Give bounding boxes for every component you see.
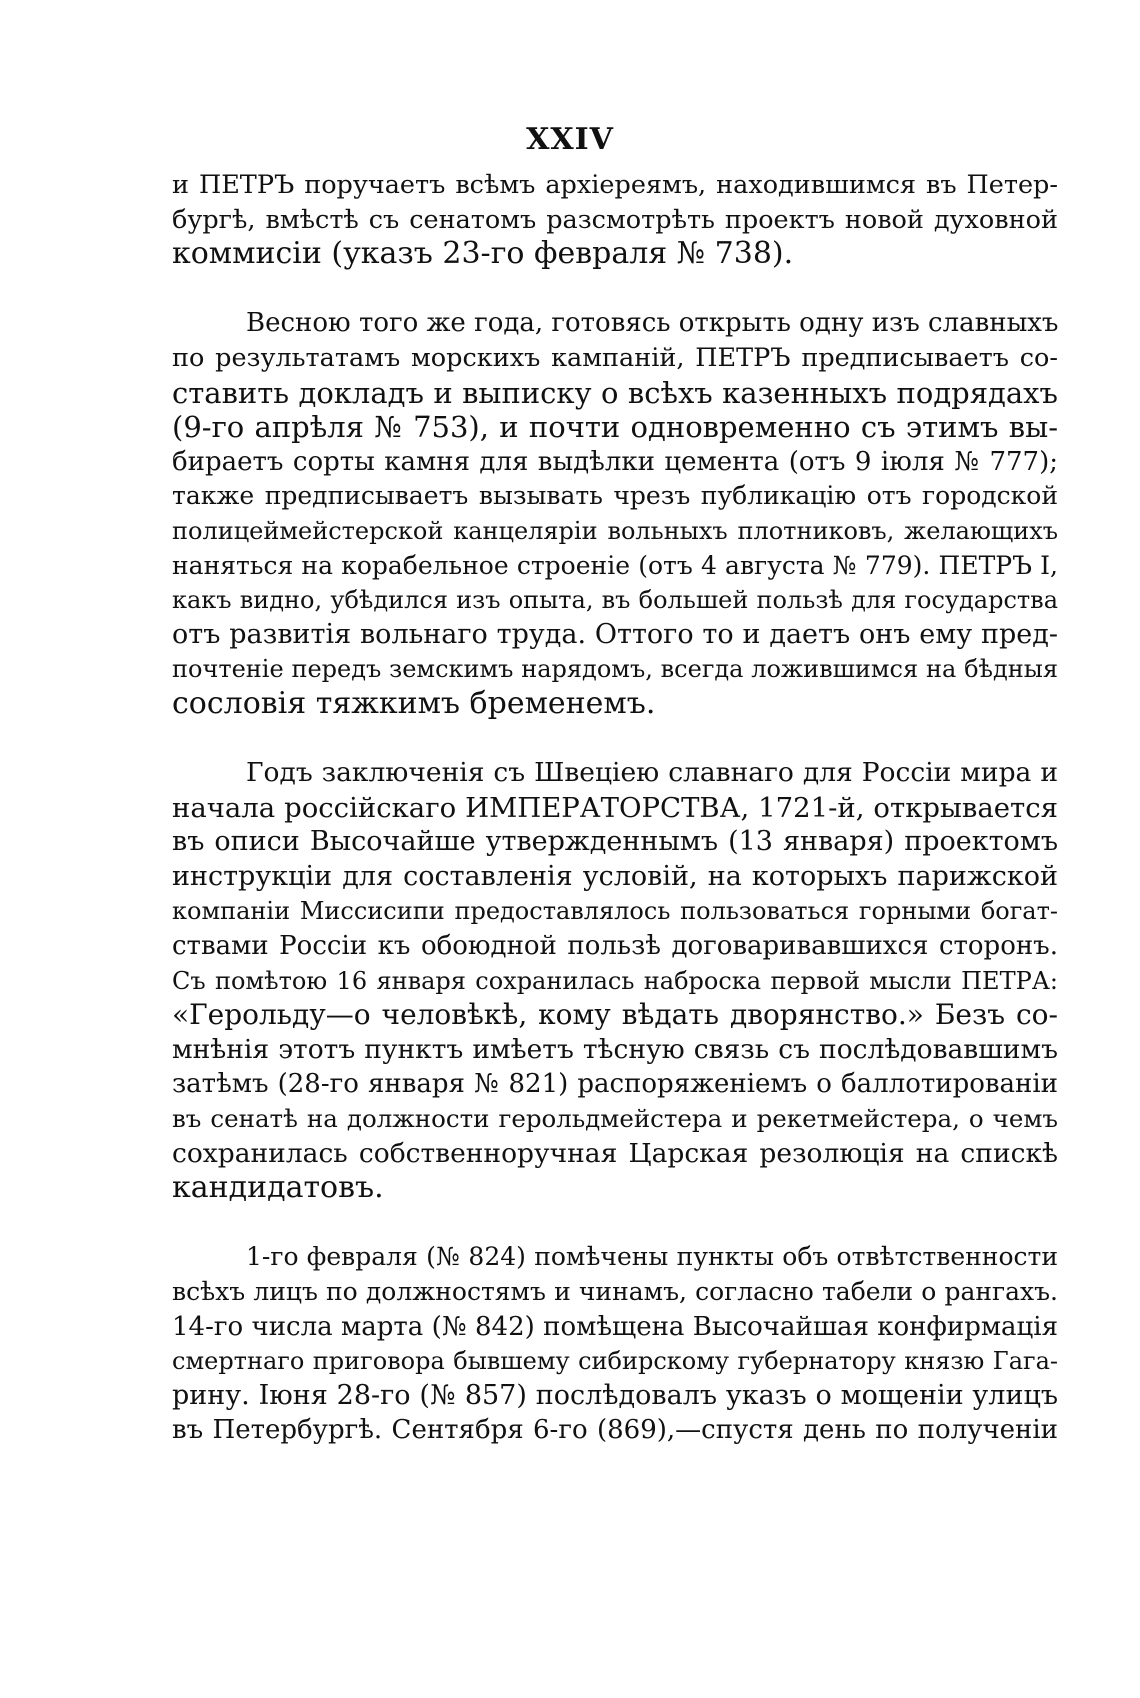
text-line: Годъ заключенія съ Швеціею славнаго для Россіи мира и [246,757,1058,789]
text-line: въ Петербургѣ. Сентября 6-го (869),—спустя день по полученіи [172,1415,1058,1446]
text-line: въ сенатѣ на должности герольдмейстера и рекетмейстера, о чемъ [172,1104,1058,1134]
text-line: Съ помѣтою 16 января сохранилась наброска первой мысли ПЕТРА: [172,966,1058,995]
paragraph-1 [172,168,1058,272]
paragraph-3 [172,756,1058,1206]
text-line: смертнаго приговора бывшему сибирскому губернатору князю Гага- [172,1347,1058,1376]
text-line: начала россійскаго ИМПЕРАТОРСТВА, 1721-й, открывается [172,791,1058,824]
text-line: затѣмъ (28-го января № 821) распоряженіемъ о баллотированіи [172,1069,1058,1100]
text-line: мнѣнія этотъ пунктъ имѣетъ тѣсную связь съ послѣдовавшимъ [172,1033,1058,1065]
text-line: сохранилась собственноручная Царская резолюція на спискѣ [172,1137,1058,1169]
text-line: какъ видно, убѣдился изъ опыта, въ большей пользѣ для государства [172,586,1058,615]
text-line: по результатамъ морскихъ кампаній, ПЕТРЪ предписываетъ со- [172,342,1058,373]
text-line: ставить докладъ и выписку о всѣхъ казенныхъ подрядахъ [172,375,1058,410]
text-line: ствами Россіи къ обоюдной пользѣ договаривавшихся сторонъ. [172,931,1058,962]
body-text [172,168,1058,1448]
text-line: 1-го февраля (№ 824) помѣчены пункты объ отвѣтственности [246,1242,1058,1272]
paragraph-4 [172,1240,1058,1448]
text-line: почтеніе передъ земскимъ нарядомъ, всегда ложившимся на бѣдныя [172,655,1058,684]
text-line: коммисіи (указъ 23-го февраля № 738). [172,236,794,272]
text-line: наняться на корабельное строеніе (отъ 4 августа № 779). ПЕТРЪ I, [172,550,1058,580]
text-line: въ описи Высочайше утвержденнымъ (13 января) проектомъ [172,826,1058,858]
text-line: бираетъ сорты камня для выдѣлки цемента (отъ 9 іюля № 777); [172,446,1058,477]
text-line: и ПЕТРЪ поручаетъ всѣмъ архіереямъ, находившимся въ Петер- [172,170,1058,200]
text-line: сословія тяжкимъ бременемъ. [172,685,656,721]
paragraph-2 [172,306,1058,721]
text-line: Весною того же года, готовясь открыть одну изъ славныхъ [246,308,1059,339]
text-line: инструкціи для составленія условій, на которыхъ парижской [172,860,1058,892]
text-line: 14-го числа марта (№ 842) помѣщена Высочайшая конфирмація [172,1311,1058,1342]
text-line: всѣхъ лицъ по должностямъ и чинамъ, согласно табели о рангахъ. [172,1277,1058,1306]
text-line: отъ развитія вольнаго труда. Оттого то и даетъ онъ ему пред- [172,618,1058,650]
text-line: бургѣ, вмѣстѣ съ сенатомъ разсмотрѣть проектъ новой духовной [172,204,1058,235]
text-line: также предписываетъ вызывать чрезъ публикацію отъ городской [172,481,1058,511]
text-line: полицеймейстерской канцеляріи вольныхъ плотниковъ, желающихъ [172,516,1058,545]
page-number: XXIV [526,122,614,157]
text-line: кандидатовъ. [172,1170,384,1206]
text-line: рину. Іюня 28-го (№ 857) послѣдовалъ указъ о мощеніи улицъ [172,1379,1058,1411]
text-line: (9-го апрѣля № 753), и почти одновременно съ этимъ вы- [172,410,1058,445]
text-line: «Герольду—о человѣкѣ, кому вѣдать дворянство.» Безъ со- [172,998,1058,1032]
text-line: компаніи Миссисипи предоставлялось пользоваться горными богат- [172,897,1058,926]
